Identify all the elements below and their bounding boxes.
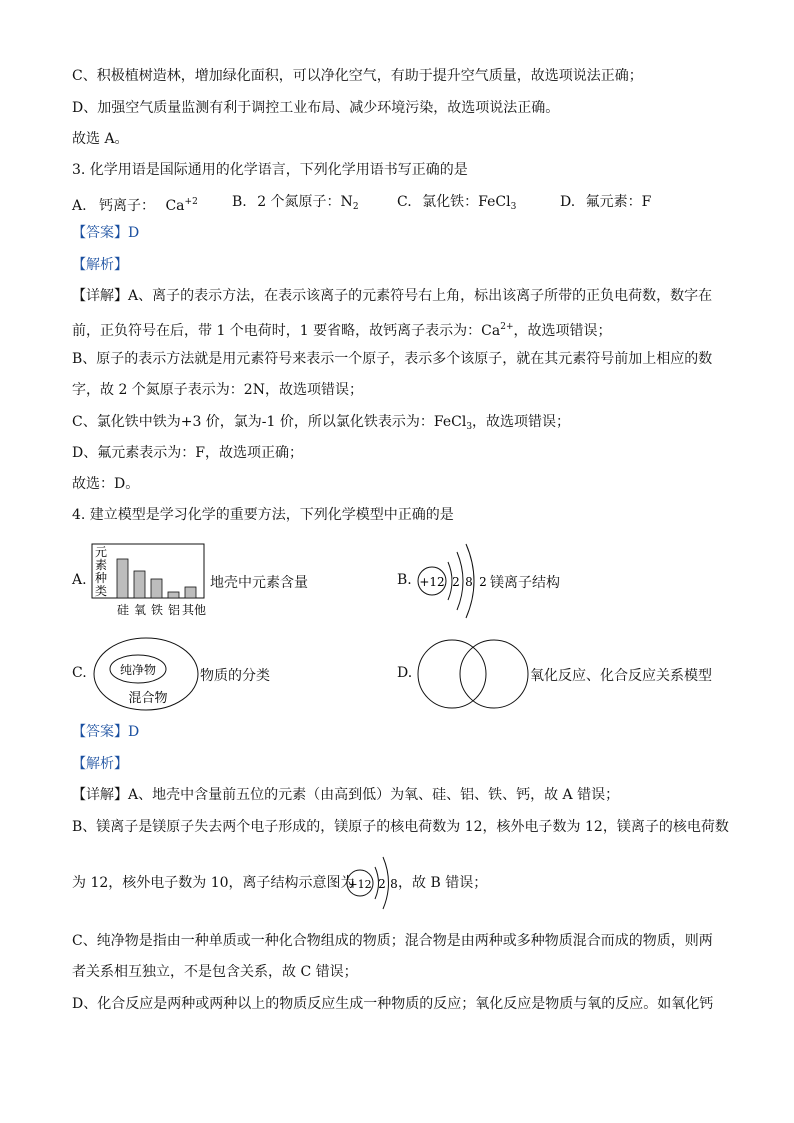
nucleus-charge: +12 xyxy=(348,878,372,891)
answer-3: 【答案】D xyxy=(72,225,140,241)
bar-铝 xyxy=(168,592,179,598)
y-axis-label xyxy=(95,545,107,598)
q4-option-c-label: C. xyxy=(72,665,87,681)
q3-option-a xyxy=(72,192,198,216)
detail-3-b-line2: 字，故 2 个氮原子表示为：2N，故选项错误； xyxy=(72,382,363,398)
category-labels xyxy=(117,602,206,617)
text: ，故选项错误； xyxy=(472,414,571,430)
analysis-3-heading: 【解析】 xyxy=(72,257,128,273)
shell-electrons-1: 2 xyxy=(452,575,460,589)
q3-option-b xyxy=(232,192,359,217)
detail-4-a: 【详解】A、地壳中含量前五位的元素（由高到低）为氧、硅、铝、铁、钙，故 A 错误； xyxy=(72,787,620,803)
detail-4-b-line2 xyxy=(72,873,355,893)
text: 为 12，核外电子数为 10，离子结构示意图为 xyxy=(72,875,355,891)
y-axis-char: 素 xyxy=(94,558,108,572)
reaction-venn-diagram xyxy=(414,638,532,710)
text: C、氯化铁中铁为+3 价，氯为-1 价，所以氯化铁表示为：FeCl xyxy=(72,414,467,430)
option-text: 钙离子： xyxy=(99,198,156,214)
q4-option-b-caption: 镁离子结构 xyxy=(490,575,560,591)
inner-label: 纯净物 xyxy=(119,663,157,677)
superscript: 2+ xyxy=(500,322,514,332)
option-text: 2 个氮原子：N xyxy=(257,194,353,210)
q4-option-a-caption: 地壳中元素含量 xyxy=(210,575,308,591)
bar-硅 xyxy=(117,559,128,598)
q4-option-d-label: D. xyxy=(397,665,413,681)
option-text: 氯化铁：FeCl xyxy=(422,194,511,210)
shell-electrons-3: 2 xyxy=(479,575,487,589)
magnesium-ion-diagram xyxy=(414,538,494,622)
category-label: 氧 xyxy=(133,603,147,617)
subscript: 3 xyxy=(510,202,517,212)
option-text: 氟元素：F xyxy=(585,194,652,210)
y-axis-char: 元 xyxy=(94,545,108,559)
outer-label: 混合物 xyxy=(128,691,168,706)
shell-electrons-1: 2 xyxy=(378,877,386,891)
detail-4-d-line1: D、化合反应是两种或两种以上的物质反应生成一种物质的反应；氧化反应是物质与氧的反应。如氧化钙 xyxy=(72,996,714,1012)
detail-3-a-line1: 【详解】A、离子的表示方法，在表示该离子的元素符号右上角，标出该离子所带的正负电荷数，数字在 xyxy=(72,288,713,304)
detail-3-b-line1: B、原子的表示方法就是用元素符号来表示一个原子，表示多个该原子，就在其元素符号前加上相应的数 xyxy=(72,351,713,367)
q4-option-d-caption: 氧化反应、化合反应关系模型 xyxy=(530,668,712,684)
venn-circle-right xyxy=(460,640,528,708)
q4-option-c-caption: 物质的分类 xyxy=(200,668,270,684)
y-axis-char: 类 xyxy=(94,584,108,598)
shell-electrons-2: 8 xyxy=(390,877,398,891)
nucleus-charge: +12 xyxy=(419,575,445,589)
y-axis-char: 种 xyxy=(94,571,108,585)
option-label: C. xyxy=(397,194,412,210)
q4-option-b-label: B. xyxy=(397,572,412,588)
category-label: 铝 xyxy=(167,603,181,617)
category-label: 硅 xyxy=(116,603,130,617)
option-label: B. xyxy=(232,194,247,210)
inline-ion-diagram xyxy=(344,850,404,916)
category-label: 其他 xyxy=(181,603,207,617)
bar-其他 xyxy=(185,587,196,598)
q3-option-d xyxy=(560,192,651,212)
substance-classification-diagram xyxy=(92,634,202,714)
detail-4-b-line1: B、镁离子是镁原子失去两个电子形成的，镁原子的核电荷数为 12，核外电子数为 12，镁离子的核电荷数 xyxy=(72,819,729,835)
formula: Ca xyxy=(165,198,185,214)
superscript: +2 xyxy=(184,197,198,207)
option-d-explanation: D、加强空气质量监测有利于调控工业布局、减少环境污染，故选项说法正确。 xyxy=(72,100,560,116)
answer-4: 【答案】D xyxy=(72,724,140,740)
text: ，故选项错误； xyxy=(513,323,612,339)
analysis-4-heading: 【解析】 xyxy=(72,756,128,772)
option-label: D. xyxy=(560,194,576,210)
detail-4-c-line1: C、纯净物是指由一种单质或一种化合物组成的物质；混合物是由两种或多种物质混合而成的物质，则两 xyxy=(72,933,713,949)
venn-circle-left xyxy=(418,640,486,708)
detail-3-c xyxy=(72,412,570,437)
option-label: A. xyxy=(72,198,87,214)
option-c-explanation: C、积极植树造林，增加绿化面积，可以净化空气，有助于提升空气质量，故选项说法正确； xyxy=(72,68,643,84)
q4-option-a-label: A. xyxy=(72,572,87,588)
detail-3-d: D、氟元素表示为：F，故选项正确； xyxy=(72,445,303,461)
question-4: 4. 建立模型是学习化学的重要方法，下列化学模型中正确的是 xyxy=(72,507,454,523)
choice-3: 故选：D。 xyxy=(72,476,140,492)
shell-electrons-2: 8 xyxy=(465,575,473,589)
bar-氧 xyxy=(134,571,145,598)
q3-option-c xyxy=(397,192,516,217)
choice-line: 故选 A。 xyxy=(72,131,129,147)
detail-4-b-line2-end: ，故 B 错误； xyxy=(398,875,488,891)
detail-3-a-line2 xyxy=(72,317,612,341)
detail-4-c-line2: 者关系相互独立，不是包含关系，故 C 错误； xyxy=(72,964,358,980)
text: 前，正负符号在后，带 1 个电荷时，1 要省略，故钙离子表示为：Ca xyxy=(72,323,501,339)
subscript: 3 xyxy=(466,422,473,432)
subscript: 2 xyxy=(352,202,359,212)
category-label: 铁 xyxy=(150,603,164,617)
crust-element-bar-chart xyxy=(90,540,210,620)
question-3: 3. 化学用语是国际通用的化学语言，下列化学用语书写正确的是 xyxy=(72,162,468,178)
bars xyxy=(117,559,196,598)
bar-铁 xyxy=(151,579,162,598)
